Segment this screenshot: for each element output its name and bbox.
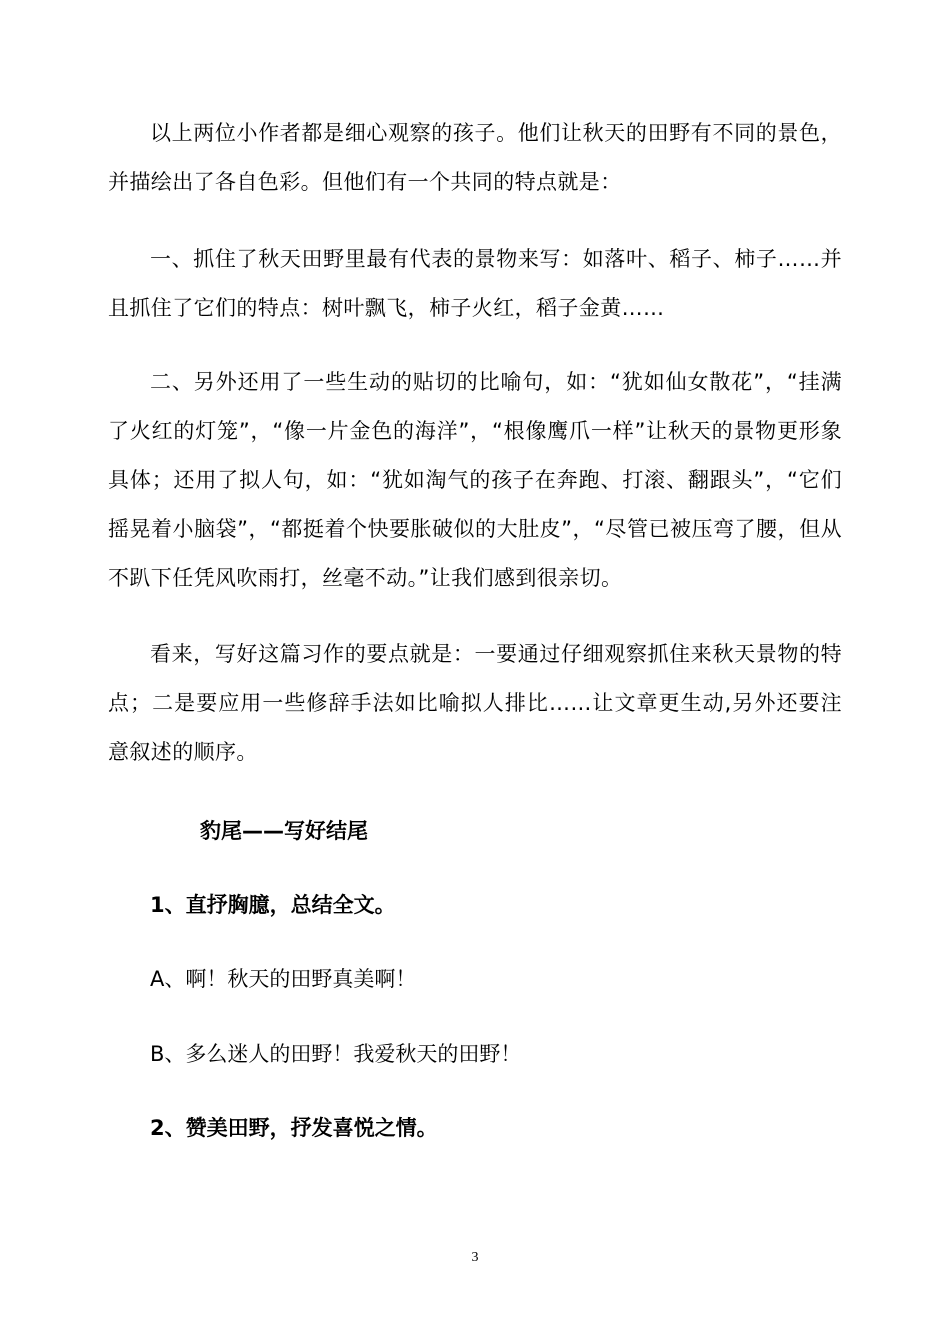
- paragraph-summary: 以上两位小作者都是细心观察的孩子。他们让秋天的田野有不同的景色，并描绘出了各自色彩。但他们有一个共同的特点就是：: [108, 121, 842, 194]
- paragraph-point-one: 一、抓住了秋天田野里最有代表的景物来写：如落叶、稻子、柿子……并且抓住了它们的特点：树叶飘飞，柿子火红，稻子金黄……: [108, 247, 842, 320]
- item-1-example-a: A、啊！秋天的田野真美啊！: [150, 967, 417, 991]
- item-1-example-b: B、多么迷人的田野！我爱秋天的田野！: [150, 1042, 522, 1066]
- item-1-title: 1、直抒胸臆，总结全文。: [150, 893, 396, 917]
- paragraph-conclusion: 看来，写好这篇习作的要点就是：一要通过仔细观察抓住来秋天景物的特点；二是要应用一些修辞手法如比喻拟人排比……让文章更生动,另外还要注意叙述的顺序。: [108, 642, 842, 764]
- page-number: 3: [471, 1250, 479, 1265]
- section-title: 豹尾——写好结尾: [200, 819, 368, 843]
- item-2-title: 2、赞美田野，抒发喜悦之情。: [150, 1116, 438, 1140]
- paragraph-point-two: 二、另外还用了一些生动的贴切的比喻句，如：“犹如仙女散花”，“挂满了火红的灯笼”，“像一片金色的海洋”，“根像鹰爪一样”让秋天的景物更形象具体；还用了拟人句，如：“犹如淘气的孩子在奔跑、打滚、翻跟头”，“它们摇晃着小脑袋”，“都挺着个快要胀破似的大肚皮”，“尽管已被压弯了腰，但从不趴下任凭风吹雨打，丝毫不动。”让我们感到很亲切。: [108, 370, 842, 590]
